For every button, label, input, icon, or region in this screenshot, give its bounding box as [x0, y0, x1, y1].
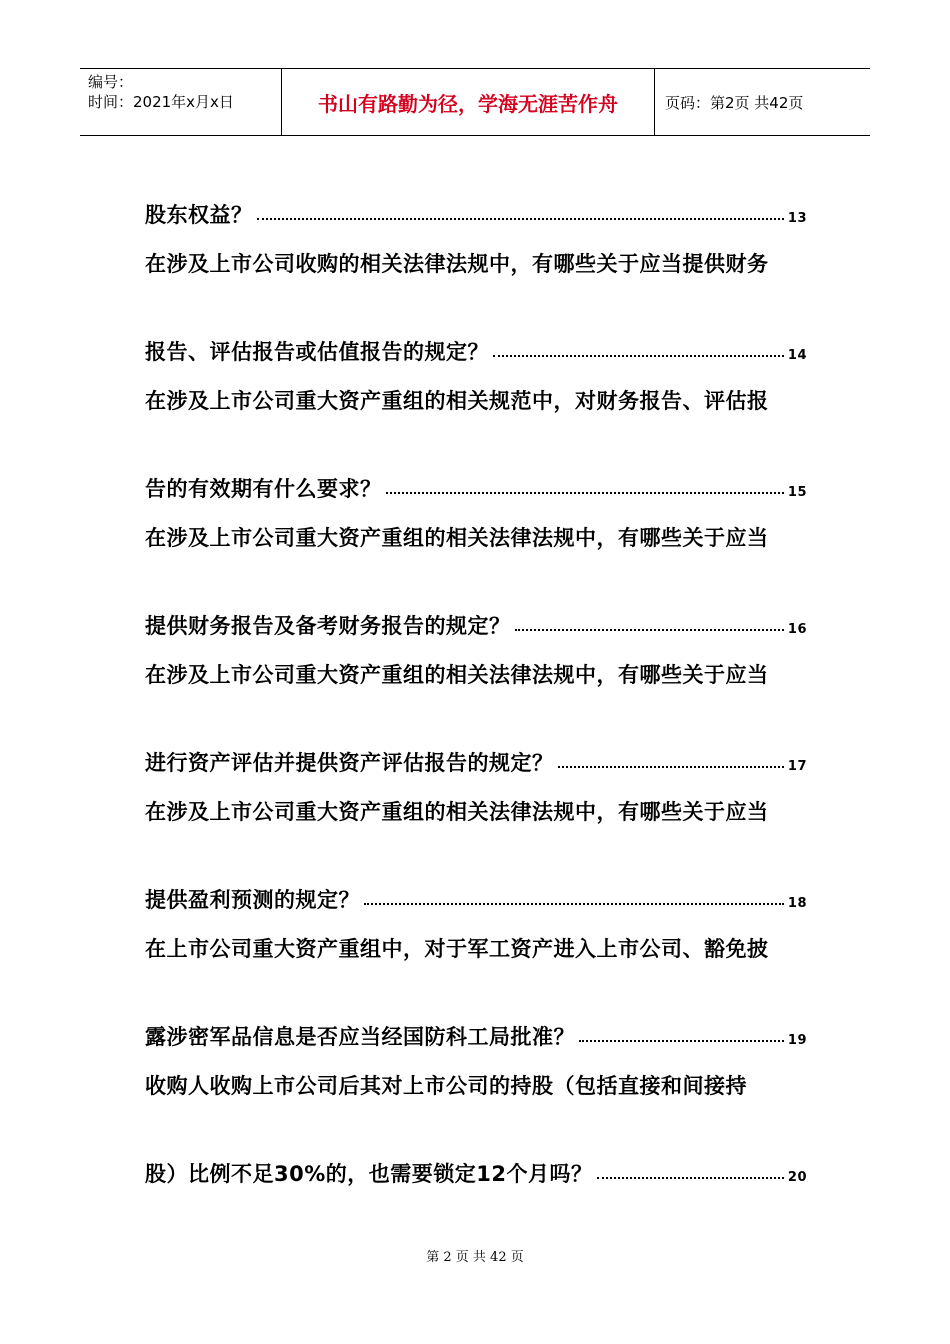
toc-entry-text: 提供盈利预测的规定？ [145, 887, 360, 912]
header-page-info: 页码：第2页 共42页 [665, 94, 804, 112]
toc-entry-text: 在涉及上市公司重大资产重组的相关法律法规中，有哪些关于应当 [145, 662, 769, 687]
toc-entry-last-line [145, 571, 807, 640]
toc-dot-leader [257, 218, 784, 220]
toc-entry-text: 在涉及上市公司重大资产重组的相关规范中，对财务报告、评估报 [145, 388, 769, 413]
toc-entry-text: 报告、评估报告或估值报告的规定？ [145, 339, 489, 364]
toc-entry-last-line [145, 1119, 807, 1188]
toc-entry[interactable] [145, 366, 807, 503]
toc-entry-text: 股东权益？ [145, 202, 253, 227]
toc-entry-text: 在上市公司重大资产重组中，对于军工资产进入上市公司、豁免披 [145, 936, 769, 961]
toc-entry-text: 股）比例不足30%的，也需要锁定12个月吗？ [145, 1161, 593, 1186]
document-number-label: 编号： [88, 73, 134, 91]
toc-page-number: 13 [787, 210, 807, 226]
toc-entry-last-line [145, 845, 807, 914]
toc-entry-last-line [145, 708, 807, 777]
toc-dot-leader [515, 629, 784, 631]
header-motto: 书山有路勤为径，学海无涯苦作舟 [282, 69, 655, 136]
toc-entry-text: 收购人收购上市公司后其对上市公司的持股（包括直接和间接持 [145, 1073, 747, 1098]
toc-page-number: 18 [787, 895, 807, 911]
page-footer: 第 2 页 共 42 页 [426, 1250, 524, 1265]
toc-dot-leader [364, 903, 784, 905]
toc-entry-line [145, 777, 807, 846]
document-time-label: 时间：2021年x月x日 [88, 93, 234, 111]
table-of-contents [145, 160, 807, 1188]
toc-entry-text: 进行资产评估并提供资产评估报告的规定？ [145, 750, 554, 775]
toc-entry[interactable] [145, 160, 807, 229]
toc-page-number: 19 [787, 1032, 807, 1048]
toc-entry[interactable] [145, 914, 807, 1051]
toc-page-number: 16 [787, 621, 807, 637]
toc-dot-leader [558, 766, 784, 768]
toc-entry-line [145, 640, 807, 709]
toc-page-number: 15 [787, 484, 807, 500]
toc-entry-line [145, 366, 807, 435]
toc-entry-last-line [145, 297, 807, 366]
toc-entry-text: 在涉及上市公司重大资产重组的相关法律法规中，有哪些关于应当 [145, 525, 769, 550]
toc-dot-leader [597, 1177, 784, 1179]
toc-page-number: 20 [787, 1169, 807, 1185]
page-header [80, 68, 870, 136]
toc-entry-text: 在涉及上市公司重大资产重组的相关法律法规中，有哪些关于应当 [145, 799, 769, 824]
toc-page-number: 17 [787, 758, 807, 774]
toc-dot-leader [493, 355, 784, 357]
toc-entry-text: 在涉及上市公司收购的相关法律法规中，有哪些关于应当提供财务 [145, 251, 769, 276]
toc-entry-last-line [145, 982, 807, 1051]
toc-dot-leader [579, 1040, 784, 1042]
toc-entry[interactable] [145, 229, 807, 366]
toc-entry-last-line [145, 160, 807, 229]
toc-entry-line [145, 503, 807, 572]
toc-entry-text: 提供财务报告及备考财务报告的规定？ [145, 613, 511, 638]
toc-page-number: 14 [787, 347, 807, 363]
toc-dot-leader [386, 492, 784, 494]
toc-entry[interactable] [145, 777, 807, 914]
toc-entry[interactable] [145, 503, 807, 640]
toc-entry-line [145, 914, 807, 983]
toc-entry-line [145, 1051, 807, 1120]
toc-entry-last-line [145, 434, 807, 503]
toc-entry-text: 告的有效期有什么要求？ [145, 476, 382, 501]
toc-entry-text: 露涉密军品信息是否应当经国防科工局批准？ [145, 1024, 575, 1049]
toc-entry[interactable] [145, 640, 807, 777]
toc-entry[interactable] [145, 1051, 807, 1188]
header-meta-cell [80, 69, 282, 136]
toc-entry-line [145, 229, 807, 298]
